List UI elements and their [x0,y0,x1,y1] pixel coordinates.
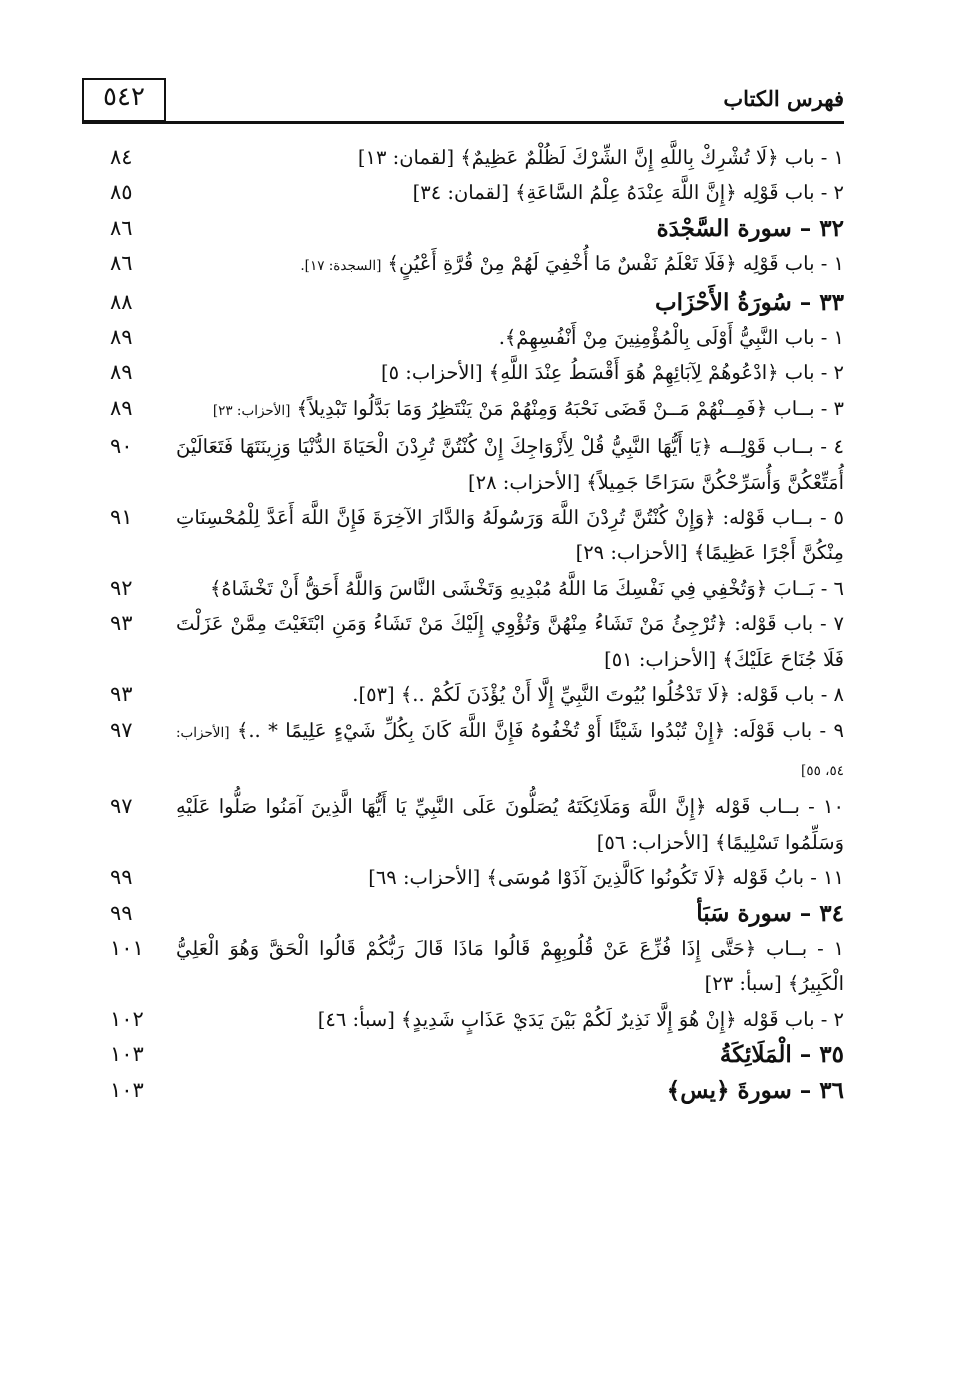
toc-entry-title: ٤ - بــاب قَوْلِــه ﴿يَا أَيُّهَا النَّبِيُّ قُلْ لِأَزْوَاجِكَ إِنْ كُنْتُنَّ تُرِدْنَ الْحَيَاةَ الدُّنْيَا وَزِينَتَهَا فَتَعَالَيْنَ أُمَتِّعْكُنَّ وَأُسَرِّحْكُنَّ سَرَاحًا جَمِيلاً﴾ [الأحزاب: ٢٨] [176,435,844,494]
toc-entry-text [176,211,844,246]
toc-entry [110,931,844,1002]
toc-entry-title: ١١ - بابُ قَوْله ﴿لَا تَكُونُوا كَالَّذِينَ آذَوْا مُوسَى﴾ [الأحزاب: ٦٩] [368,866,844,890]
toc-entry-text [176,320,844,355]
toc-entry-title: ١ - باب النَّبِيُّ أَوْلَى بِالْمُؤْمِنِينَ مِنْ أَنْفُسِهِمْ﴾. [498,326,844,350]
toc-entry-title: ٢ - باب قَوْلِه ﴿إِنَّ اللَّهَ عِنْدَهُ عِلْمُ السَّاعَةِ﴾ [لقمان: ٣٤] [412,181,844,205]
toc-page-number: ٩٩ [110,865,133,890]
header-rule [82,121,844,124]
toc-surah-heading [110,1073,844,1108]
toc-page-number: ١٠٣ [110,1077,144,1102]
toc-entry-text [176,789,844,860]
toc-entry-text [176,391,844,429]
toc-entry [110,140,844,175]
toc-page-number: ٩٢ [110,575,133,600]
toc-entry-text [176,140,844,175]
toc-entry [110,429,844,500]
toc-entry [110,500,844,571]
toc-page-number: ٨٦ [110,215,133,240]
toc-surah-heading [110,896,844,931]
toc-entry [110,606,844,677]
toc-entry-title: ٧ - باب قَوْله: ﴿تُرْجِئُ مَنْ تَشَاءُ مِنْهُنَّ وَتُؤْوِي إِلَيْكَ مَنْ تَشَاءُ وَمَنِ ابْتَغَيْتَ مِمَّنْ عَزَلْتَ فَلَا جُنَاحَ عَلَيْكَ﴾ [الأحزاب: ٥١] [176,612,844,671]
toc-page-number: ٨٩ [110,395,133,420]
toc-page-number: ١٠٣ [110,1042,144,1067]
toc-entry-text [176,355,844,390]
toc-entry-title: ٣٥ – الْمَلَائِكَةُ [719,1041,844,1069]
page-number: ٥٤٢ [103,82,145,112]
toc-page-number: ٩٧ [110,794,133,819]
verse-reference: [الأحزاب: ٥٤، ٥٥] [176,724,844,779]
toc-entry [110,860,844,895]
toc-surah-heading [110,211,844,246]
toc-entry-text [176,1002,844,1037]
toc-entry-title: ٦ - بَــابَ ﴿وَتُخْفِي فِي نَفْسِكَ مَا اللَّهُ مُبْدِيهِ وَتَخْشَى النَّاسَ وَاللَّهُ أَحَقُّ أَنْ تَخْشَاهُ﴾ [210,576,844,600]
toc-entry-title: ٩ - باب قَوْلَه: ﴿إِنْ تُبْدُوا شَيْئًا أَوْ تُخْفُوهُ فَإِنَّ اللَّهَ كَانَ بِكُلِّ شَيْءٍ عَلِيمًا * ..﴾ [236,718,844,742]
toc-entry-title: ١٠ - بــاب قَوْله ﴿إِنَّ اللَّهَ وَمَلَائِكَتَهُ يُصَلُّونَ عَلَى النَّبِيِّ يَا أَيُّهَا الَّذِينَ آمَنُوا صَلُّوا عَلَيْهِ وَسَلِّمُوا تَسْلِيمًا﴾ [الأحزاب: ٥٦] [176,795,844,854]
toc-entry-title: ٨ - باب قَوْله: ﴿لَا تَدْخُلُوا بُيُوتَ النَّبِيِّ إِلَّا أَنْ يُؤْذَنَ لَكُمْ ..﴾ [٥٣]. [352,683,844,707]
toc-entry [110,355,844,390]
toc-entry-text [176,571,844,606]
toc-entry-title: ٢ - باب ﴿ادْعُوهُمْ لِآبَائِهِمْ هُوَ أَقْسَطُ عِنْدَ اللَّهِ﴾ [الأحزاب: ٥] [380,361,844,385]
toc-entry-text [176,1037,844,1072]
toc-page-number: ٨٩ [110,325,133,350]
toc-page-number: ٨٤ [110,145,133,169]
toc-entry-text [176,606,844,677]
toc-entry-title: ٣٤ – سورة سَبَأ [696,899,844,927]
toc-entry [110,1002,844,1037]
verse-reference: [الأحزاب: ٢٣] [212,402,291,419]
toc-entry [110,320,844,355]
toc-page-number: ٩٣ [110,611,133,636]
toc-entry-text [176,931,844,1002]
toc-entry [110,246,844,284]
toc-surah-heading [110,285,844,320]
toc-entry-title: ١ - بــاب ﴿حَتَّى إِذَا فُزِّعَ عَنْ قُلُوبِهِمْ قَالُوا مَاذَا قَالَ رَبُّكُمْ قَالُوا الْحَقَّ وَهُوَ الْعَلِيُّ الْكَبِيرُ﴾ [سبأ: ٢٣] [176,936,844,996]
toc-entry-title: ١ - باب قَوْلِه ﴿فَلَا تَعْلَمُ نَفْسٌ مَا أُخْفِيَ لَهُمْ مِنْ قُرَّةِ أَعْيُنٍ﴾ [387,252,844,276]
toc-page-number: ٨٦ [110,251,133,276]
toc-page-number: ٨٩ [110,360,133,385]
toc-entry [110,713,844,790]
toc-page-number: ٩٣ [110,682,133,707]
toc-entry [110,175,844,210]
toc-entry-text [176,713,844,790]
toc-entry-text [176,175,844,210]
toc-entry-text [176,500,844,571]
table-of-contents [110,140,844,1108]
toc-entry [110,571,844,606]
toc-entry-title: ٣٢ – سورة السَّجْدَة [656,214,844,242]
toc-entry-title: ٥ - بــاب قَوْله: ﴿وَإِنْ كُنْتُنَّ تُرِدْنَ اللَّهَ وَرَسُولَهُ وَالدَّارَ الآخِرَةَ فَإِنَّ اللَّهَ أَعَدَّ لِلْمُحْسِنَاتِ مِنْكُنَّ أَجْرًا عَظِيمًا﴾ [الأحزاب: ٢٩] [176,506,844,565]
toc-entry [110,677,844,712]
toc-page-number: ١٠١ [110,935,144,960]
toc-entry-text [176,246,844,284]
toc-page-number: ٩٧ [110,717,133,742]
toc-entry [110,391,844,429]
toc-surah-heading [110,1037,844,1072]
toc-page-number: ١٠٢ [110,1006,144,1031]
toc-page-number: ٩٩ [110,900,133,925]
running-title: فهرس الكتاب [723,86,844,111]
toc-entry-text [176,677,844,712]
toc-entry-text [176,1073,844,1108]
toc-entry-title: ٢ - باب قَوْله ﴿إِنْ هُوَ إِلَّا نَذِيرٌ لَكُمْ بَيْنَ يَدَيْ عَذَابٍ شَدِيدٍ﴾ [سبأ: ٤٦] [317,1007,844,1031]
toc-entry-title: ٣ - بــاب ﴿فَمِــنْهُمْ مَــنْ قَضَى نَحْبَهُ وَمِنْهُمْ مَنْ يَنْتَظِرُ وَمَا بَدَّلُوا تَبْدِيلاً﴾ [296,396,844,420]
verse-reference: [السجدة: ١٧]. [300,258,382,275]
toc-entry-text [176,429,844,500]
toc-entry-text [176,860,844,895]
toc-entry [110,789,844,860]
toc-entry-title: ٣٦ – سورةَ ﴿يس﴾ [666,1076,844,1104]
toc-entry-title: ٣٣ – سُورَةُ الأَحْزَاب [654,288,844,316]
toc-entry-title: ١ - باب ﴿لَا تُشْرِكْ بِاللَّهِ إِنَّ الشِّرْكَ لَظُلْمٌ عَظِيمٌ﴾ [لقمان: ١٣] [357,146,844,169]
toc-page-number: ٨٥ [110,180,133,205]
toc-page-number: ٩١ [110,505,133,530]
toc-entry-text [176,285,844,320]
toc-entry-text [176,896,844,931]
toc-page-number: ٩٠ [110,434,133,459]
toc-page-number: ٨٨ [110,289,133,314]
